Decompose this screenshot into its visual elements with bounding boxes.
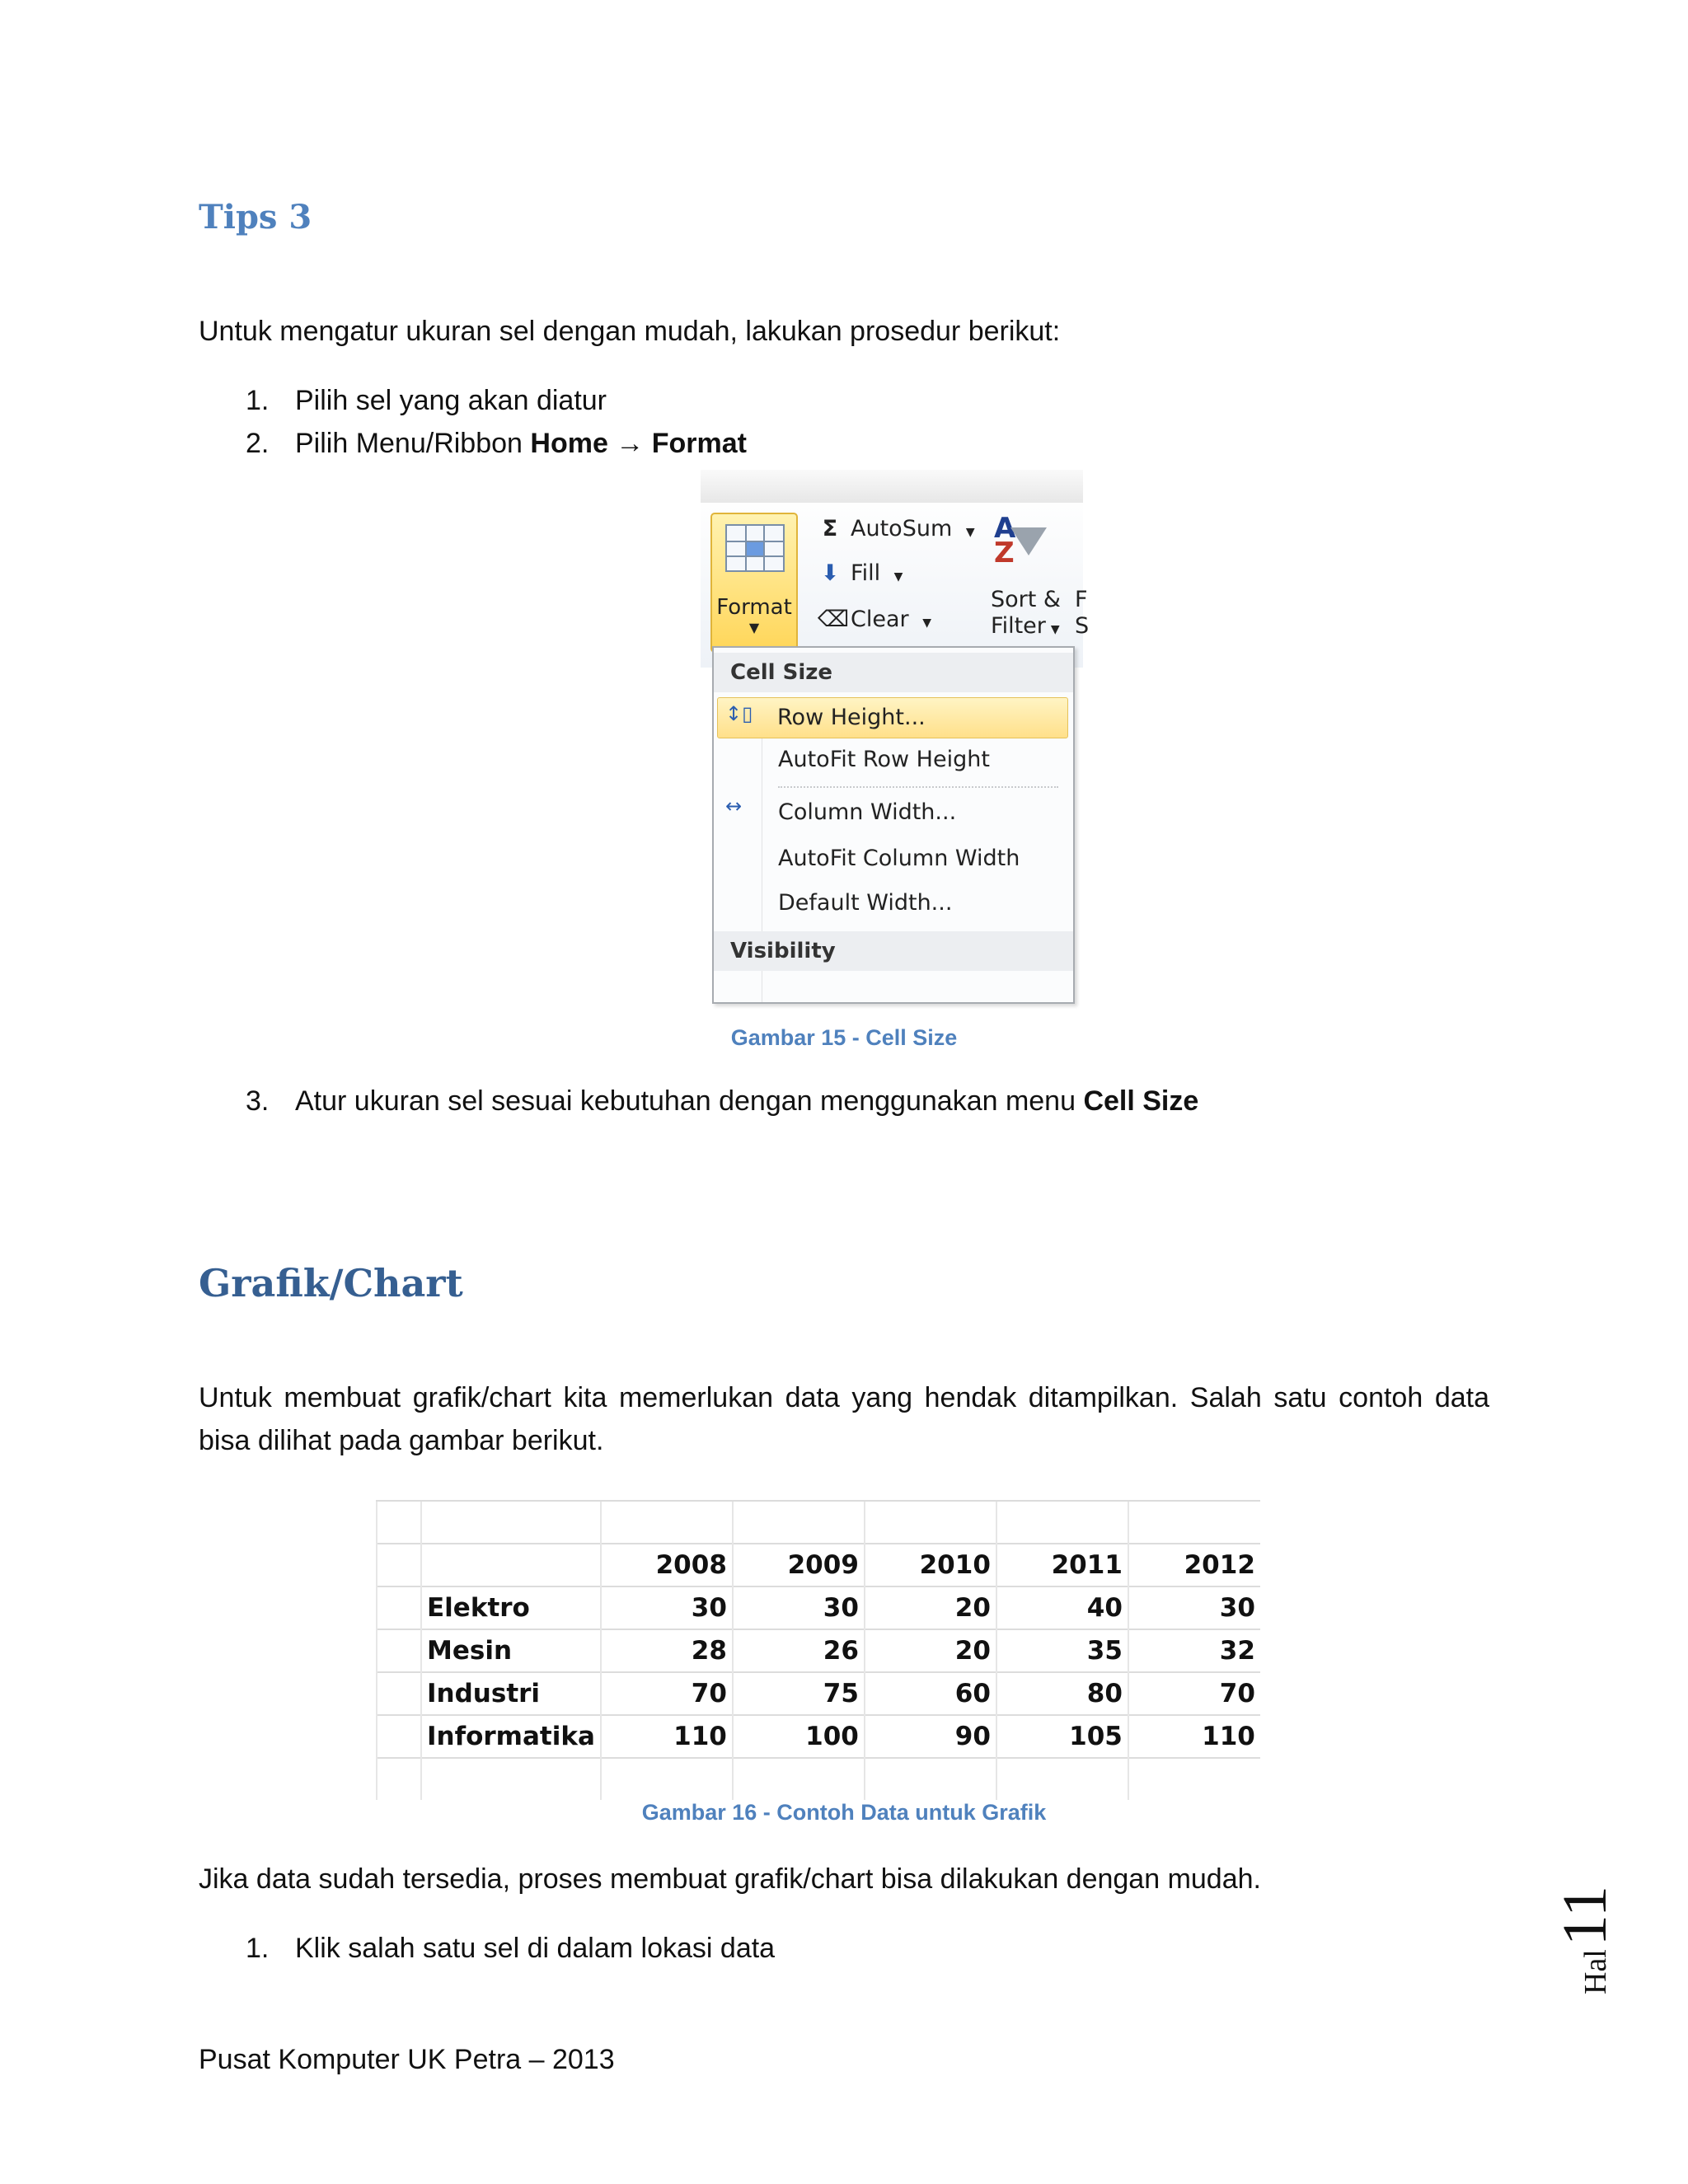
table-cell (601, 1758, 733, 1800)
find-label-cut: F (1075, 587, 1088, 612)
fill-label: Fill (851, 560, 881, 586)
table-cell-value: 60 (865, 1672, 996, 1715)
table-cell (421, 1758, 601, 1800)
menu-item-row-height[interactable]: Row Height... (717, 697, 1068, 738)
menu-separator (778, 786, 1058, 788)
table-row (377, 1758, 1260, 1800)
row-label: Mesin (421, 1629, 601, 1672)
tips-heading: Tips 3 (199, 198, 312, 237)
column-width-icon: ↔ (725, 794, 743, 818)
table-cell (601, 1501, 733, 1544)
filter-funnel-icon (1010, 527, 1047, 555)
menu-header-cell-size: Cell Size (714, 653, 1073, 692)
page-number: 11 (1550, 1885, 1620, 1947)
data-table (376, 1500, 1260, 1800)
table-cell-value: 110 (1128, 1715, 1260, 1758)
table-cell-value: 30 (601, 1586, 733, 1629)
filter-label: Filter ▼ (991, 613, 1060, 639)
table-cell-value: 28 (601, 1629, 733, 1672)
chevron-down-icon: ▼ (965, 526, 975, 539)
table-cell (377, 1586, 421, 1629)
table-cell-value: 70 (601, 1672, 733, 1715)
clear-label: Clear (851, 607, 909, 632)
tips-step-2 (246, 422, 747, 465)
chart-after-paragraph: Jika data sudah tersedia, proses membuat grafik/chart bisa dilakukan dengan mudah. (199, 1863, 1261, 1895)
column-header: 2011 (996, 1544, 1128, 1586)
table-cell (996, 1758, 1128, 1800)
step-text: Atur ukuran sel sesuai kebutuhan dengan menggunakan menu (295, 1085, 1084, 1117)
tips-intro: Untuk mengatur ukuran sel dengan mudah, lakukan prosedur berikut: (199, 316, 1061, 347)
table-cell-value: 26 (733, 1629, 865, 1672)
menu-item-autofit-column-width[interactable]: AutoFit Column Width (778, 846, 1020, 871)
step-number: 1. (246, 385, 270, 416)
menu-item-column-width[interactable]: Column Width... (778, 799, 957, 825)
ribbon-top-band (701, 470, 1083, 504)
ribbon-screenshot (701, 470, 1090, 987)
table-row (377, 1501, 1260, 1544)
step-number: 2. (246, 428, 270, 459)
table-cell (377, 1629, 421, 1672)
sigma-icon: Σ (822, 516, 838, 541)
sample-data-table (376, 1500, 1292, 1772)
chevron-down-icon: ▼ (922, 616, 931, 630)
column-header: 2008 (601, 1544, 733, 1586)
column-header: 2009 (733, 1544, 865, 1586)
row-height-icon: ↕▯ (725, 702, 753, 725)
step-bold-format: Format (651, 428, 747, 459)
tips-step-1 (246, 379, 607, 422)
chevron-down-icon: ▼ (748, 620, 760, 635)
step-text: Pilih sel yang akan diatur (295, 385, 607, 416)
table-cell (377, 1758, 421, 1800)
sort-filter-button[interactable] (991, 587, 1061, 643)
autosum-button[interactable] (818, 516, 975, 541)
table-cell-value: 90 (865, 1715, 996, 1758)
figure-caption-15: Gambar 15 - Cell Size (730, 1025, 958, 1050)
table-cell-value: 80 (996, 1672, 1128, 1715)
table-cell-value: 30 (1128, 1586, 1260, 1629)
clear-button[interactable] (818, 607, 931, 632)
select-label-cut: S (1075, 613, 1090, 639)
table-row (377, 1672, 1260, 1715)
table-cell (865, 1501, 996, 1544)
column-header (421, 1544, 601, 1586)
table-cell (733, 1501, 865, 1544)
table-cell (377, 1672, 421, 1715)
sort-az-icon: A Z (994, 512, 1016, 569)
table-cell-value: 40 (996, 1586, 1128, 1629)
menu-header-visibility: Visibility (714, 931, 1073, 971)
step-bold-home: Home (530, 428, 608, 459)
table-row (377, 1715, 1260, 1758)
row-label: Informatika (421, 1715, 601, 1758)
step-bold-cell-size: Cell Size (1083, 1085, 1199, 1117)
table-cell-value: 75 (733, 1672, 865, 1715)
find-select-button-cut[interactable] (1075, 587, 1089, 640)
table-row (377, 1586, 1260, 1629)
table-cell (377, 1501, 421, 1544)
format-dropdown-menu (712, 646, 1075, 1004)
table-cell (865, 1758, 996, 1800)
chart-step-1 (246, 1927, 775, 1970)
autosum-label: AutoSum (851, 516, 953, 541)
table-cell (377, 1544, 421, 1586)
arrow-icon: → (607, 428, 652, 459)
table-cell (421, 1501, 601, 1544)
table-cell (733, 1758, 865, 1800)
fill-down-icon: ⬇ (820, 560, 840, 586)
hal-word: Hal (1578, 1949, 1613, 1994)
row-label: Elektro (421, 1586, 601, 1629)
sort-label: Sort & (991, 587, 1061, 612)
table-cell-value: 20 (865, 1586, 996, 1629)
eraser-icon: ⌫ (818, 607, 850, 632)
chart-section-heading: Grafik/Chart (199, 1261, 463, 1305)
step-number: 3. (246, 1085, 270, 1117)
table-cell-value: 30 (733, 1586, 865, 1629)
table-cell-value: 35 (996, 1629, 1128, 1672)
chart-intro-paragraph: Untuk membuat grafik/chart kita memerlukan data yang hendak ditampilkan. Salah satu contoh data bisa dilihat pada gambar berikut. (199, 1382, 1489, 1456)
figure-caption-16: Gambar 16 - Contoh Data untuk Grafik (641, 1800, 1047, 1825)
table-cell (996, 1501, 1128, 1544)
table-cell (1128, 1501, 1260, 1544)
fill-button[interactable] (818, 560, 903, 586)
menu-item-autofit-row-height[interactable]: AutoFit Row Height (778, 747, 990, 772)
chevron-down-icon: ▼ (893, 570, 903, 583)
table-cell (377, 1715, 421, 1758)
step-number: 1. (246, 1933, 270, 1964)
footer-text: Pusat Komputer UK Petra – 2013 (199, 2044, 615, 2075)
column-header: 2012 (1128, 1544, 1260, 1586)
format-button[interactable] (710, 513, 798, 653)
format-grid-icon (725, 524, 785, 572)
column-header: 2010 (865, 1544, 996, 1586)
table-row (377, 1629, 1260, 1672)
table-cell-value: 70 (1128, 1672, 1260, 1715)
step-text: Pilih Menu/Ribbon (295, 428, 531, 459)
table-header-row (377, 1544, 1260, 1586)
tips-step-3 (246, 1080, 1198, 1122)
menu-item-default-width[interactable]: Default Width... (778, 890, 953, 916)
table-cell (1128, 1758, 1260, 1800)
table-cell-value: 100 (733, 1715, 865, 1758)
table-cell-value: 110 (601, 1715, 733, 1758)
table-cell-value: 32 (1128, 1629, 1260, 1672)
step-text: Klik salah satu sel di dalam lokasi data (295, 1933, 776, 1964)
format-label: Format (716, 595, 792, 620)
table-cell-value: 105 (996, 1715, 1128, 1758)
page-number-label (1550, 1886, 1621, 1994)
row-label: Industri (421, 1672, 601, 1715)
table-cell-value: 20 (865, 1629, 996, 1672)
